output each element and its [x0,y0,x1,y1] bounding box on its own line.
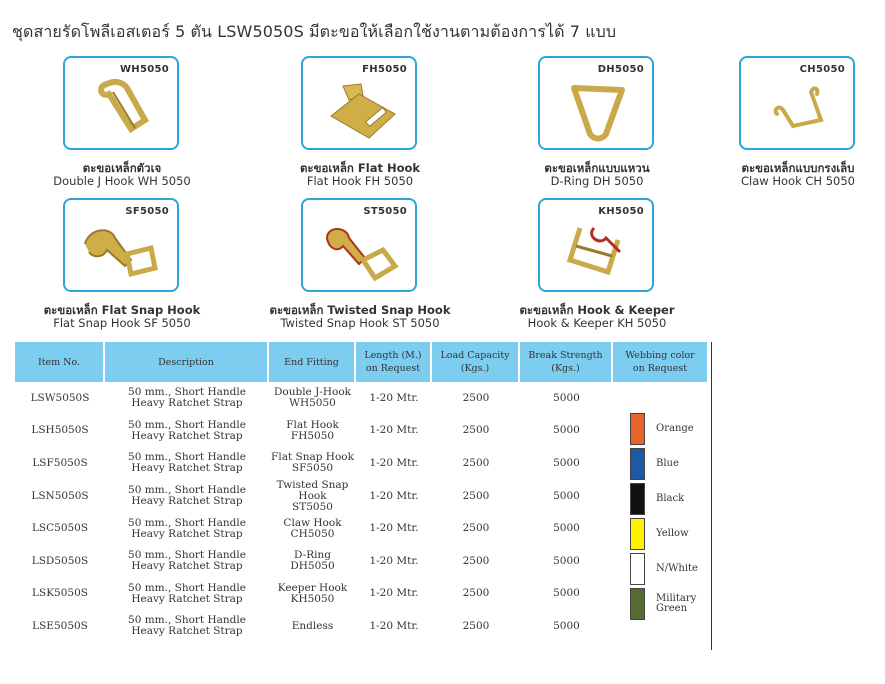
break-cell: 5000 [553,456,580,469]
load-cell: 2500 [462,489,490,502]
color-swatch [630,483,645,515]
product-code: CH5050 [799,64,845,75]
table-row [15,480,709,513]
product-name-en: Flat Snap Hook SF 5050 [53,316,191,330]
table-row [15,545,709,578]
header-length: Length (M.) on Request [356,342,432,382]
header-break-strength: Break Strength (Kgs.) [520,342,613,382]
color-swatch-label: Yellow [656,528,689,539]
product-name-th: ตะขอเหล็ก Flat Snap Hook [43,303,201,317]
product-name-th: ตะขอเหล็ก Flat Hook [299,161,421,175]
color-swatch [630,448,645,480]
double-j-hook-icon [75,74,170,149]
length-cell: 1-20 Mtr. [369,619,419,632]
product-name-en: Double J Hook WH 5050 [53,174,191,188]
end-fitting-cell: Flat Snap Hook SF5050 [271,451,354,475]
product-name-en: Claw Hook CH 5050 [741,174,855,188]
product-card-kh5050 [538,198,654,292]
item-cell: LSF5050S [32,456,88,469]
header-load-capacity: Load Capacity (Kgs.) [432,342,520,382]
spec-table [15,342,709,643]
header-webbing-color: Webbing color on Request [613,342,709,382]
load-cell: 2500 [462,456,490,469]
length-cell: 1-20 Mtr. [369,456,419,469]
break-cell: 5000 [553,554,580,567]
product-name-en: D-Ring DH 5050 [550,174,644,188]
product-code: WH5050 [119,64,169,75]
header-item-no: Item No. [15,342,105,382]
product-name-en: Twisted Snap Hook ST 5050 [280,316,440,330]
product-card-dh5050 [538,56,654,150]
product-caption-kh5050 [497,304,697,330]
item-cell: LSH5050S [31,424,89,437]
color-swatch [630,588,645,620]
page-title: ชุดสายรัดโพลีเอสเตอร์ 5 ตัน LSW5050S มีตะขอให้เลือกใช้งานตามต้องการได้ 7 แบบ [12,22,617,41]
table-row [15,610,709,643]
end-fitting-cell: Double J-Hook WH5050 [273,386,352,410]
end-fitting-cell: Twisted Snap Hook ST5050 [276,478,349,513]
flat-snap-hook-icon [75,216,170,291]
item-cell: LSE5050S [32,619,88,632]
item-cell: LSN5050S [31,489,89,502]
break-cell: 5000 [553,391,580,404]
product-code: DH5050 [597,64,644,75]
load-cell: 2500 [462,619,490,632]
color-swatch-label: Blue [656,458,679,469]
item-cell: LSD5050S [31,554,89,567]
description-cell: 50 mm., Short Handle Heavy Ratchet Strap [128,451,246,475]
load-cell: 2500 [462,522,490,535]
break-cell: 5000 [553,587,580,600]
end-fitting-cell: Keeper Hook KH5050 [277,581,348,605]
end-fitting-cell: Claw Hook CH5050 [283,516,342,540]
product-name-en: Hook & Keeper KH 5050 [527,316,667,330]
product-caption-dh5050 [497,162,697,188]
product-caption-st5050 [260,304,460,330]
description-cell: 50 mm., Short Handle Heavy Ratchet Strap [128,614,246,638]
d-ring-icon [550,74,645,149]
item-cell: LSK5050S [32,587,88,600]
length-cell: 1-20 Mtr. [369,522,419,535]
table-header-row [15,342,709,382]
product-name-th: ตะขอเหล็กตัวเจ [82,161,162,175]
product-code: ST5050 [363,206,407,217]
table-row [15,578,709,611]
product-name-th: ตะขอเหล็กแบบกรงเล็บ [741,161,855,175]
product-name-th: ตะขอเหล็กแบบแหวน [544,161,650,175]
item-cell: LSC5050S [31,522,89,535]
product-card-wh5050 [63,56,179,150]
description-cell: 50 mm., Short Handle Heavy Ratchet Strap [128,549,246,573]
product-caption-ch5050 [698,162,885,188]
table-right-border [711,342,712,650]
color-swatch [630,518,645,550]
end-fitting-cell: D-Ring DH5050 [290,549,335,573]
color-swatch-label: Military Green [656,593,697,614]
item-cell: LSW5050S [30,391,90,404]
product-card-sf5050 [63,198,179,292]
load-cell: 2500 [462,554,490,567]
product-code: SF5050 [125,206,169,217]
length-cell: 1-20 Mtr. [369,424,419,437]
table-row [15,415,709,448]
break-cell: 5000 [553,424,580,437]
break-cell: 5000 [553,619,580,632]
color-swatch-label: Black [656,493,685,504]
product-caption-fh5050 [260,162,460,188]
product-card-st5050 [301,198,417,292]
color-swatch-label: N/White [656,563,698,574]
description-cell: 50 mm., Short Handle Heavy Ratchet Strap [128,581,246,605]
end-fitting-cell: Flat Hook FH5050 [286,418,339,442]
table-row [15,447,709,480]
load-cell: 2500 [462,391,490,404]
product-code: KH5050 [598,206,644,217]
description-cell: 50 mm., Short Handle Heavy Ratchet Strap [128,386,246,410]
color-swatch [630,553,645,585]
product-code: FH5050 [362,64,407,75]
product-name-th: ตะขอเหล็ก Twisted Snap Hook [269,303,451,317]
description-cell: 50 mm., Short Handle Heavy Ratchet Strap [128,484,246,507]
table-row [15,382,709,415]
color-swatch [630,413,645,445]
load-cell: 2500 [462,424,490,437]
description-cell: 50 mm., Short Handle Heavy Ratchet Strap [128,516,246,540]
break-cell: 5000 [553,522,580,535]
header-end-fitting: End Fitting [269,342,356,382]
end-fitting-cell: Endless [291,619,334,632]
hook-keeper-icon [550,216,645,291]
color-cell [613,610,709,643]
length-cell: 1-20 Mtr. [369,391,419,404]
claw-hook-icon [751,74,846,149]
flat-hook-icon [313,74,408,149]
twisted-snap-hook-icon [313,216,408,291]
table-row [15,513,709,546]
length-cell: 1-20 Mtr. [369,554,419,567]
product-card-ch5050 [739,56,855,150]
length-cell: 1-20 Mtr. [369,489,419,502]
length-cell: 1-20 Mtr. [369,587,419,600]
product-card-fh5050 [301,56,417,150]
product-caption-sf5050 [22,304,222,330]
break-cell: 5000 [553,489,580,502]
product-caption-wh5050 [22,162,222,188]
description-cell: 50 mm., Short Handle Heavy Ratchet Strap [128,418,246,442]
load-cell: 2500 [462,587,490,600]
color-swatch-label: Orange [656,423,694,434]
color-cell [613,382,709,415]
product-name-th: ตะขอเหล็ก Hook & Keeper [519,303,675,317]
product-name-en: Flat Hook FH 5050 [306,174,414,188]
header-description: Description [105,342,269,382]
